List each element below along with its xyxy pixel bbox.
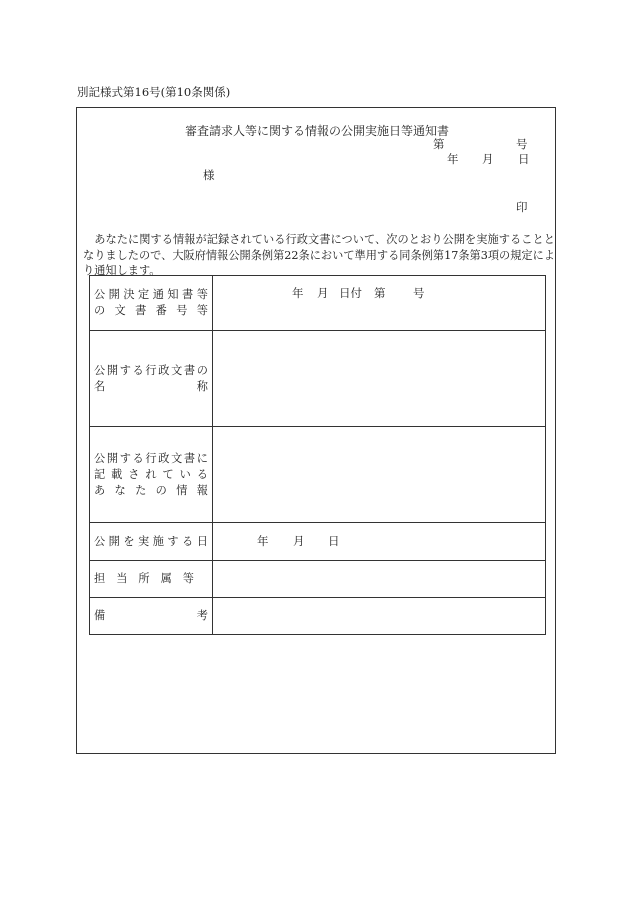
doc-number-prefix: 第 (433, 137, 445, 151)
form-number-label: 別記様式第16号(第10条関係) (77, 85, 231, 99)
label-remarks (90, 598, 213, 635)
date-year-label: 年 (447, 152, 459, 166)
label-line: 公 開 を 実 施 す る 日 (94, 534, 208, 548)
table-row-decision-number (90, 276, 546, 331)
doc-number-suffix: 号 (516, 137, 528, 151)
seal-mark: 印 (516, 200, 528, 214)
label-document-name (90, 331, 213, 427)
table-row-department (90, 561, 546, 598)
label-line: 担 当 所 属 等 (94, 572, 194, 585)
value-decision-number: 年 月 日付 第 号 (213, 276, 546, 331)
date-month-label: 月 (482, 152, 494, 166)
label-decision-number (90, 276, 213, 331)
label-recorded-info (90, 427, 213, 523)
label-line: 公 開 す る 行 政 文 書 の (94, 363, 208, 377)
label-department (90, 561, 213, 598)
value-department (213, 561, 546, 598)
value-remarks (213, 598, 546, 635)
label-line: 備 考 (94, 609, 208, 622)
value-document-name (213, 331, 546, 427)
disclosure-info-table (89, 275, 546, 635)
table-row-recorded-info (90, 427, 546, 523)
form-frame (76, 107, 556, 754)
label-line: の 文 書 番 号 等 (94, 304, 208, 317)
label-line: あ な た の 情 報 (94, 483, 208, 497)
label-line: 公 開 決 定 通 知 書 等 (94, 288, 208, 301)
value-recorded-info (213, 427, 546, 523)
label-line: 名 称 (94, 379, 208, 393)
label-line: 記 載 さ れ て い る (94, 467, 208, 481)
value-disclosure-date: 年 月 日 (213, 523, 546, 561)
label-disclosure-date (90, 523, 213, 561)
notice-body-text: あなたに関する情報が記録されている行政文書について、次のとおり公開を実施することとなりましたので、大阪府情報公開条例第22条において準用する同条例第17条第3項の規定により通知します。 (83, 233, 555, 277)
label-line: 公 開 す る 行 政 文 書 に (94, 451, 208, 465)
table-row-document-name (90, 331, 546, 427)
table-row-remarks (90, 598, 546, 635)
table-row-disclosure-date (90, 523, 546, 561)
document-title: 審査請求人等に関する情報の公開実施日等通知書 (184, 124, 449, 138)
addressee-suffix: 様 (203, 168, 215, 182)
date-day-label: 日 (518, 152, 530, 166)
